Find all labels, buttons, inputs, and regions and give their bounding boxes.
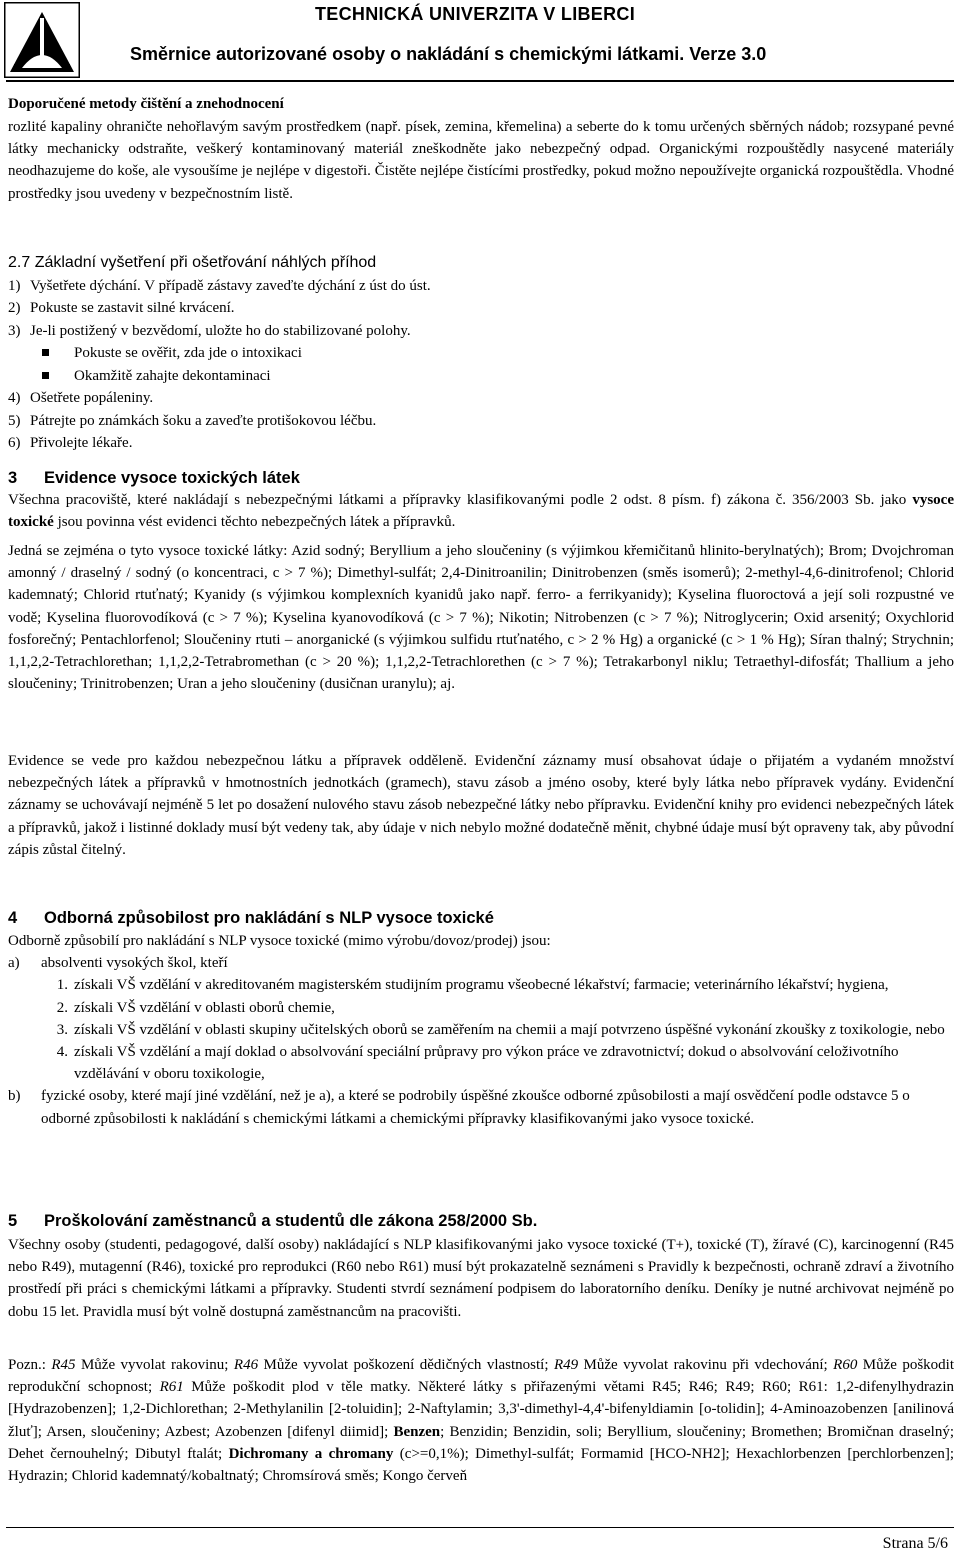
list-item: 1. získali VŠ vzdělání v akreditovaném magisterském studijním programu všeobecné lékařství; farmacie; veterinárního lékařství; hygiena,	[56, 977, 889, 994]
section-3-heading: 3 Evidence vysoce toxických látek	[8, 469, 300, 487]
first-aid-list	[8, 275, 954, 455]
section-2-7-heading: 2.7 Základní vyšetření při ošetřování náhlých příhod	[8, 254, 377, 271]
list-item: b) fyzické osoby, které mají jiné vzdělání, než je a), a které se podrobily úspěšné zkoušce odborné způsobilosti a mají osvědčení podle odstavce 5 o odborné způsobilosti k nakládání s chemickými látkami a chemickými přípravky klasifikovanými jako vysoce toxické.	[8, 1088, 910, 1127]
square-bullet-icon	[42, 349, 49, 356]
institution-name: TECHNICKÁ UNIVERZITA V LIBERCI	[315, 4, 636, 24]
list-item: a) absolventi vysokých škol, kteří	[8, 955, 228, 972]
header-divider	[6, 80, 954, 82]
list-item: 4. získali VŠ vzdělání a mají doklad o absolvování speciální průpravy pro výkon práce ve zdravotnictví; dokud o absolvování celoživotního vzdělávání v oboru toxikologie,	[56, 1044, 899, 1083]
list-item: 1) Vyšetřete dýchání. V případě zástavy zaveďte dýchání z úst do úst.	[8, 278, 431, 294]
footer-divider	[6, 1527, 954, 1528]
bullet-item: Pokuste se ověřit, zda jde o intoxikaci	[8, 342, 954, 365]
cleaning-paragraph: rozlité kapaliny ohraničte nehořlavým savým prostředkem (např. písek, zemina, křemelina) a seberte do k tomu určených sběrných nádob; rozsypané pevné látky mechanicky odstraňte, veškerý kontaminovaný materiál zneškodněte jako nebezpečný odpad. Organickými rozpouštědly nasycené materiály neodhazujeme do koše, ale vysoušíme je nejlépe v digestoři. Čistěte nejlépe čistícími prostředky, pokud možno nepoužívejte organická rozpouštědla. Vhodné prostředky jsou uvedeny v bezpečnostním listě.	[8, 119, 954, 202]
section-4-intro: Odborně způsobilí pro nakládání s NLP vysoce toxické (mimo výrobu/dovoz/prodej) jsou:	[8, 933, 551, 949]
list-item: 3) Je-li postižený v bezvědomí, uložte ho do stabilizované polohy.	[8, 322, 411, 339]
cleaning-heading: Doporučené metody čištění a znehodnocení	[8, 96, 284, 112]
section-4-heading: 4 Odborná způsobilost pro nakládání s NLP vysoce toxické	[8, 909, 494, 927]
list-item: 2) Pokuste se zastavit silné krvácení.	[8, 300, 235, 317]
section-3-intro: Všechna pracoviště, které nakládají s nebezpečnými látkami a přípravky klasifikovanými podle 2 odst. 8 písm. f) zákona č. 356/2003 Sb. jako vysoce toxické jsou povinna vést evidenci těchto nebezpečných látek a přípravků.	[8, 492, 954, 531]
bullet-list	[8, 342, 954, 387]
document-title: Směrnice autorizované osoby o nakládání s chemickými látkami. Verze 3.0	[130, 44, 767, 64]
square-bullet-icon	[42, 372, 49, 379]
bullet-item: Okamžitě zahajte dekontaminaci	[8, 365, 954, 388]
note-paragraph: Pozn.: R45 Může vyvolat rakovinu; R46 Může vyvolat poškození dědičných vlastností; R49 Může vyvolat rakovinu při vdechování; R60 Může poškodit reprodukční schopnost; R61 Může poškodit plod v těle matky. Některé látky s přiřazenými větami R45; R46; R49; R60; R61: 1,2-difenylhydrazin [Hydrazobenzen]; 1,2-Dichlorethan; 2-Methylanilin [2-toluidin]; 2-Naftylamin; 3,3'-dimethyl-4,4'-bifenyldiamin [o-tolidin]; 4-Aminoazobenzen [anilinová žluť]; Arsen, sloučeniny; Azbest; Azobenzen [difenyl diimid]; Benzen; Benzidin; Benzidin, soli; Beryllium, sloučeniny; Bromethen; Bromičnan draselný; Dehet černouhelný; Dibutyl ftalát; Dichromany a chromany (c>=0,1%); Dimethyl-sulfát; Formamid [HCO-NH2]; Hexachlorbenzen [perchlorbenzen]; Hydrazin; Chlorid kademnatý/kobaltnatý; Chromsírová směs; Kongo červeň	[8, 1357, 955, 1485]
list-item: 6) Přivolejte lékaře.	[8, 435, 133, 452]
training-paragraph: Všechny osoby (studenti, pedagogové, další osoby) nakládající s NLP klasifikovanými jako vysoce toxické (T+), toxické (T), žíravé (C), karcinogenní (R45 nebo R49), mutagenní (R46), toxické pro reprodukci (R60 nebo R61) musí být prokazatelně seznámeni s Pravidly k bezpečnosti, ochraně zdraví a životního prostředí při práci s chemickými látkami a přípravky. Studenti stvrdí seznámení podpisem do laboratorního deníku. Deníky je nutné archivovat nejméně po dobu 15 let. Pravidla musí být volně dostupná zaměstnancům na pracovišti.	[8, 1237, 954, 1320]
list-item: 5) Pátrejte po známkách šoku a zaveďte protišokovou léčbu.	[8, 412, 377, 429]
list-item: 4) Ošetřete popáleniny.	[8, 390, 154, 407]
section-5-heading: 5 Proškolování zaměstnanců a studentů dle zákona 258/2000 Sb.	[8, 1212, 538, 1230]
toxic-substances-paragraph: Jedná se zejména o tyto vysoce toxické látky: Azid sodný; Beryllium a jeho sloučeniny (s výjimkou křemičitanů hlinito-berylnatých); Brom; Dvojchroman amonný / draselný / sodný (o koncentraci, c > 7 %); Dimethyl-sulfát; 2,4-Dinitroanilin; Dinitrobenzen (směs isomerů); 2-methyl-4,6-dinitrofenol; Chlorid kademnatý; Chlorid rtuťnatý; Kyanidy (s výjimkou komplexních kyanidů jako např. ferro- a ferrikyanidy); Kyselina fluoroctová a její soli rozpustné ve vodě; Kyselina fluorovodíková (c > 7 %); Kyselina kyanovodíková (c > 7 %); Nikotin; Nitrobenzen (c > 7 %); Nitroglycerin; Oxid arsenitý; Oxychlorid fosforečný; Pentachlorfenol; Sloučeniny rtuti – anorganické (s výjimkou sulfidu rtuťnatého, c > 2 % Hg) a organické (c > 1 % Hg); Síran thalný; Strychnin; 1,1,2,2-Tetrachlorethan; 1,1,2,2-Tetrabromethan (c > 20 %); 1,1,2,2-Tetrachlorethen (c > 7 %); Tetrakarbonyl niklu; Tetraethyl-difosfát; Thallium a jeho sloučeniny; Trinitrobenzen; Uran a jeho sloučeniny (dusičnan uranylu); aj.	[8, 543, 954, 693]
university-logo-icon	[4, 2, 80, 78]
records-paragraph: Evidence se vede pro každou nebezpečnou látku a přípravek odděleně. Evidenční záznamy musí obsahovat údaje o přijatém a vydaném množství nebezpečných látek a přípravků v hmotnostních jednotkách (gramech), stavu zásob a jméno osoby, které byly látka nebo přípravek vydány. Evidenční záznamy se uchovávají nejméně 5 let po dosažení nulového stavu zásob nebezpečné látky nebo přípravku. Evidenční knihy pro evidenci nebezpečných látek a přípravků, jakož i listinné doklady musí být vedeny tak, aby údaje v nich nebylo možné dodatečně měnit, chybné údaje musí být opraveny tak, aby původní zápis zůstal čitelný.	[8, 753, 954, 858]
list-item: 2. získali VŠ vzdělání v oblasti oborů chemie,	[56, 999, 335, 1016]
law-paragraph-link[interactable]: 2 odst. 8 písm. f)	[610, 492, 721, 508]
page-number: Strana 5/6	[882, 1535, 948, 1552]
list-item: 3. získali VŠ vzdělání v oblasti skupiny učitelských oborů se zaměřením na chemii a mají potvrzeno úspěšné vykonání zkoušky z toxikologie, nebo	[56, 1021, 945, 1038]
section-4-body	[8, 930, 954, 1130]
